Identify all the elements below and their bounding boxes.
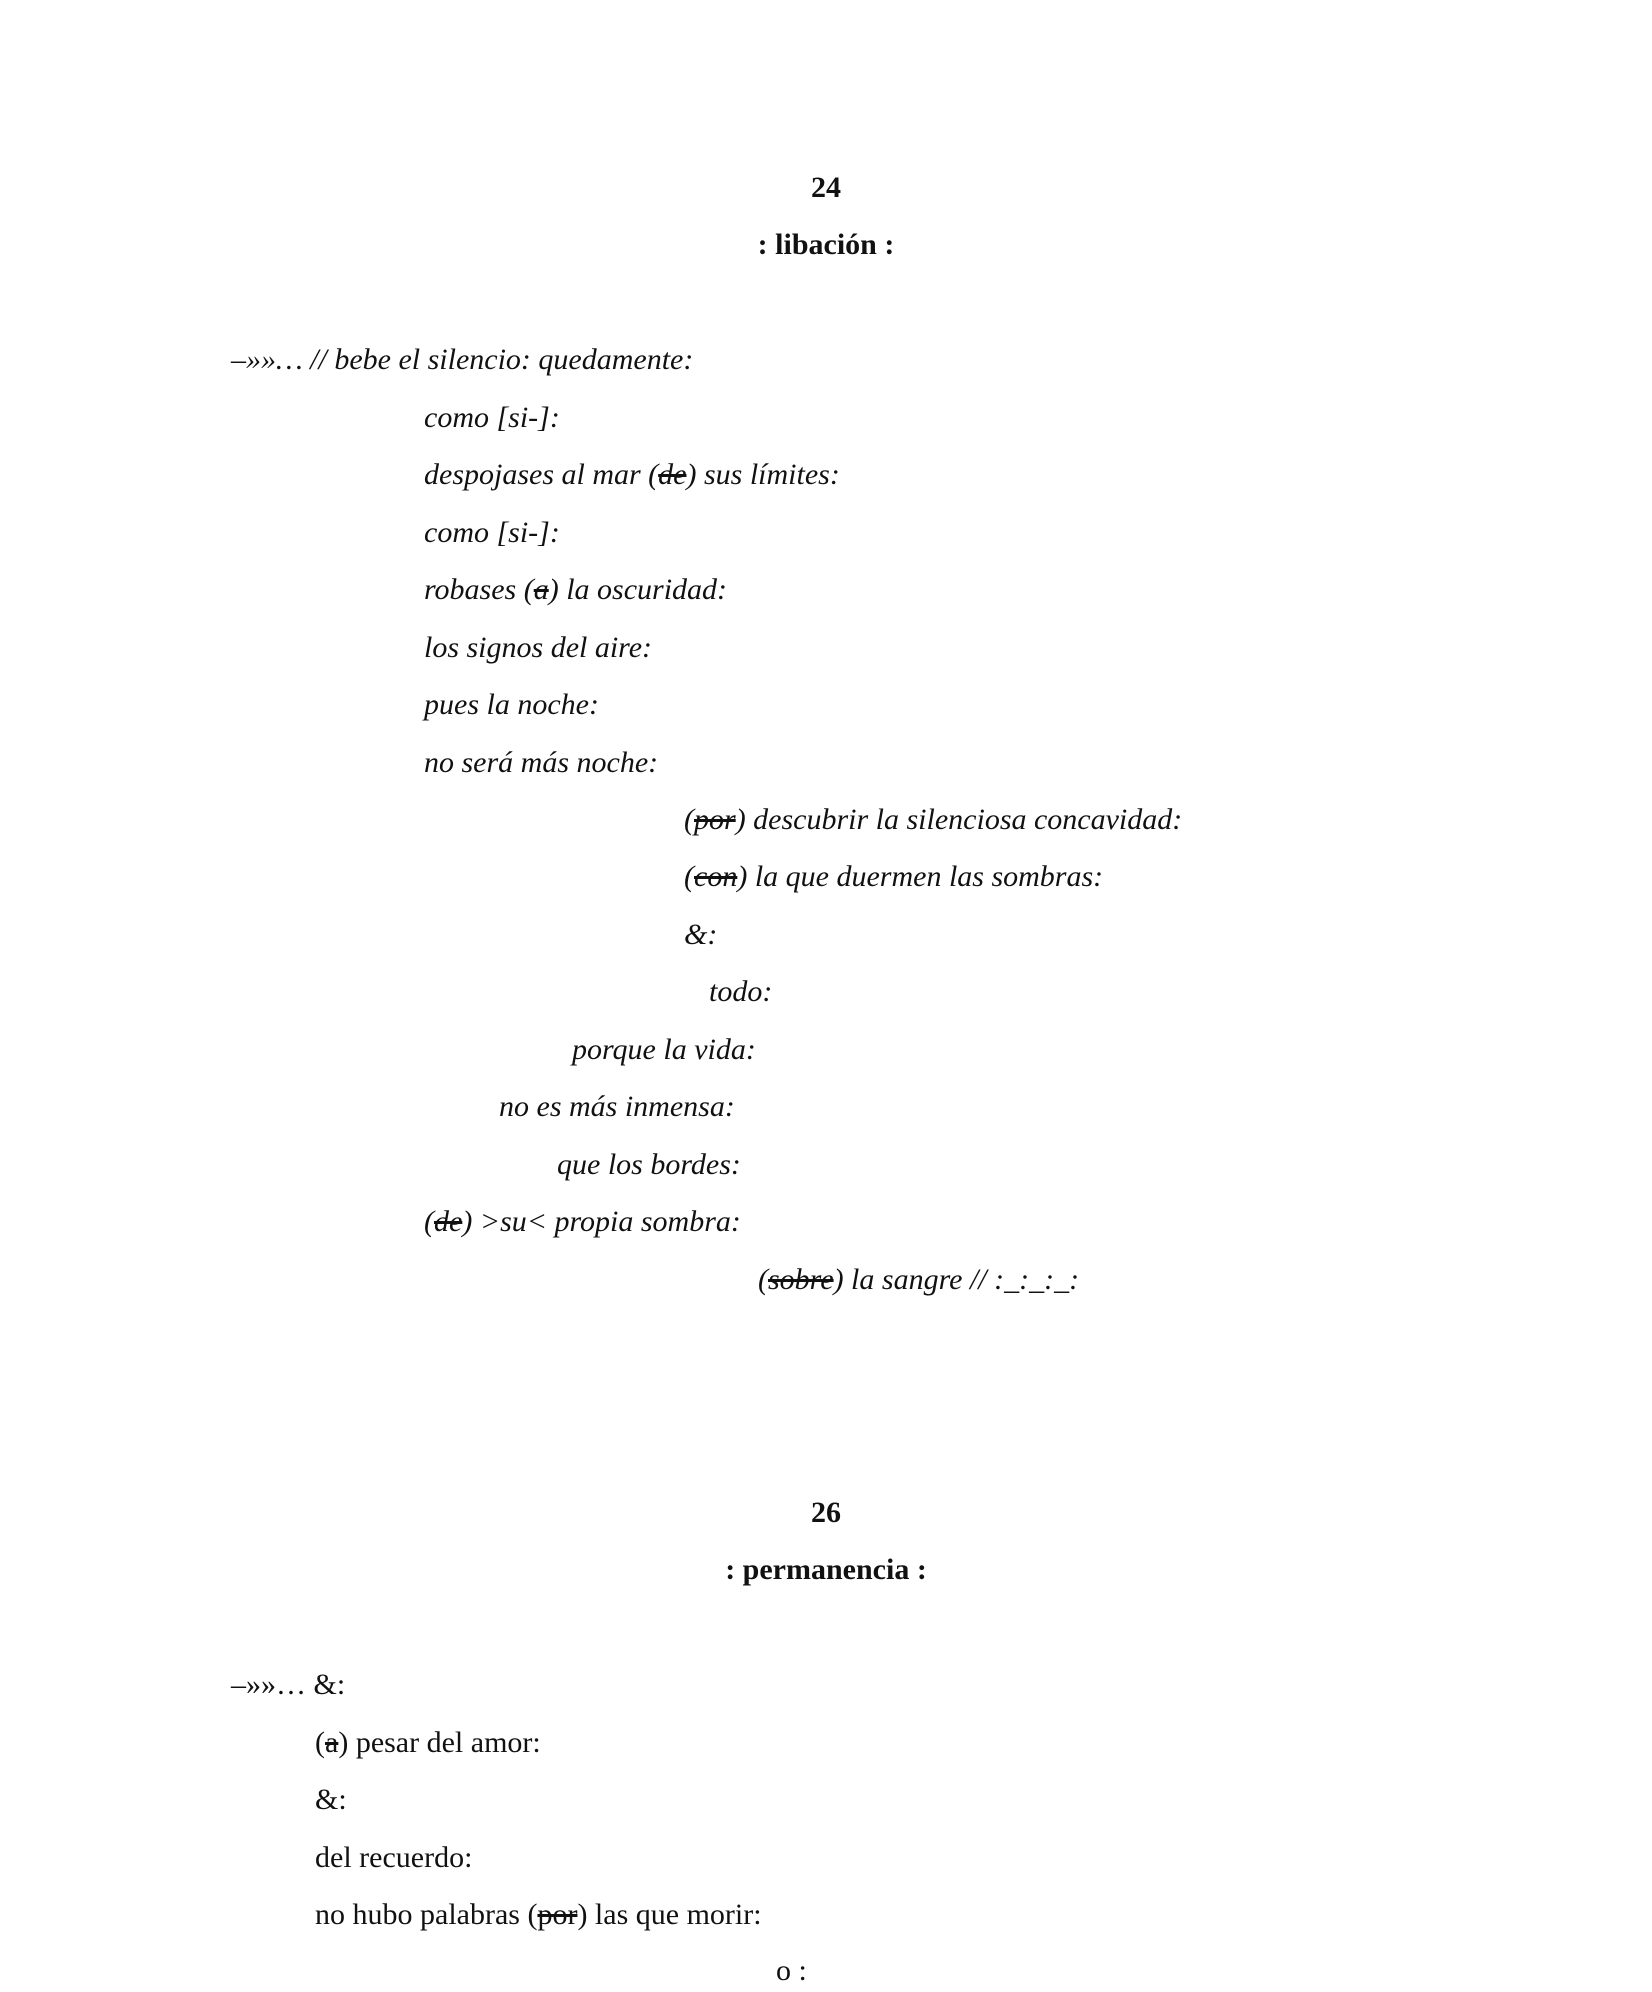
poem-24-line-14: no es más inmensa: <box>499 1090 735 1123</box>
poem-24-line-3: despojases al mar (de) sus límites: <box>424 458 840 491</box>
poem-24-line-13: porque la vida: <box>572 1033 756 1066</box>
poem-26-line-6: o : <box>776 1954 807 1987</box>
poem-24-line-6: los signos del aire: <box>424 631 653 664</box>
poem-24-line-5: robases (a) la oscuridad: <box>424 573 728 606</box>
poem-24-line-9: (por) descubrir la silenciosa concavidad: <box>684 803 1183 836</box>
poem-24-title: : libación : <box>757 228 895 261</box>
poem-26-line-2: (a) pesar del amor: <box>315 1726 541 1759</box>
poem-26-line-5: no hubo palabras (por) las que morir: <box>315 1898 762 1931</box>
poem-24-line-8: no será más noche: <box>424 746 659 779</box>
poem-24-line-15: que los bordes: <box>557 1148 741 1181</box>
poem-24-number: 24 <box>811 171 841 204</box>
poem-24-line-1: –»»… // bebe el silencio: quedamente: <box>231 343 694 376</box>
poem-24-line-16: (de) >su< propia sombra: <box>424 1205 741 1238</box>
poem-26-title: : permanencia : <box>725 1553 927 1586</box>
poem-24-line-12: todo: <box>709 975 773 1008</box>
poem-24-line-4: como [si-]: <box>424 516 560 549</box>
poem-26-number: 26 <box>811 1496 841 1529</box>
poem-26-line-1: –»»… &: <box>231 1668 346 1701</box>
poem-26-line-4: del recuerdo: <box>315 1841 473 1874</box>
poem-24-line-2: como [si-]: <box>424 401 560 434</box>
poem-24-line-11: &: <box>684 918 718 951</box>
poem-26-line-3: &: <box>315 1783 347 1816</box>
poem-24-line-10: (con) la que duermen las sombras: <box>684 860 1104 893</box>
poem-24-line-7: pues la noche: <box>424 688 599 721</box>
poem-24-line-17: (sobre) la sangre // :_:_:_: <box>758 1263 1080 1296</box>
